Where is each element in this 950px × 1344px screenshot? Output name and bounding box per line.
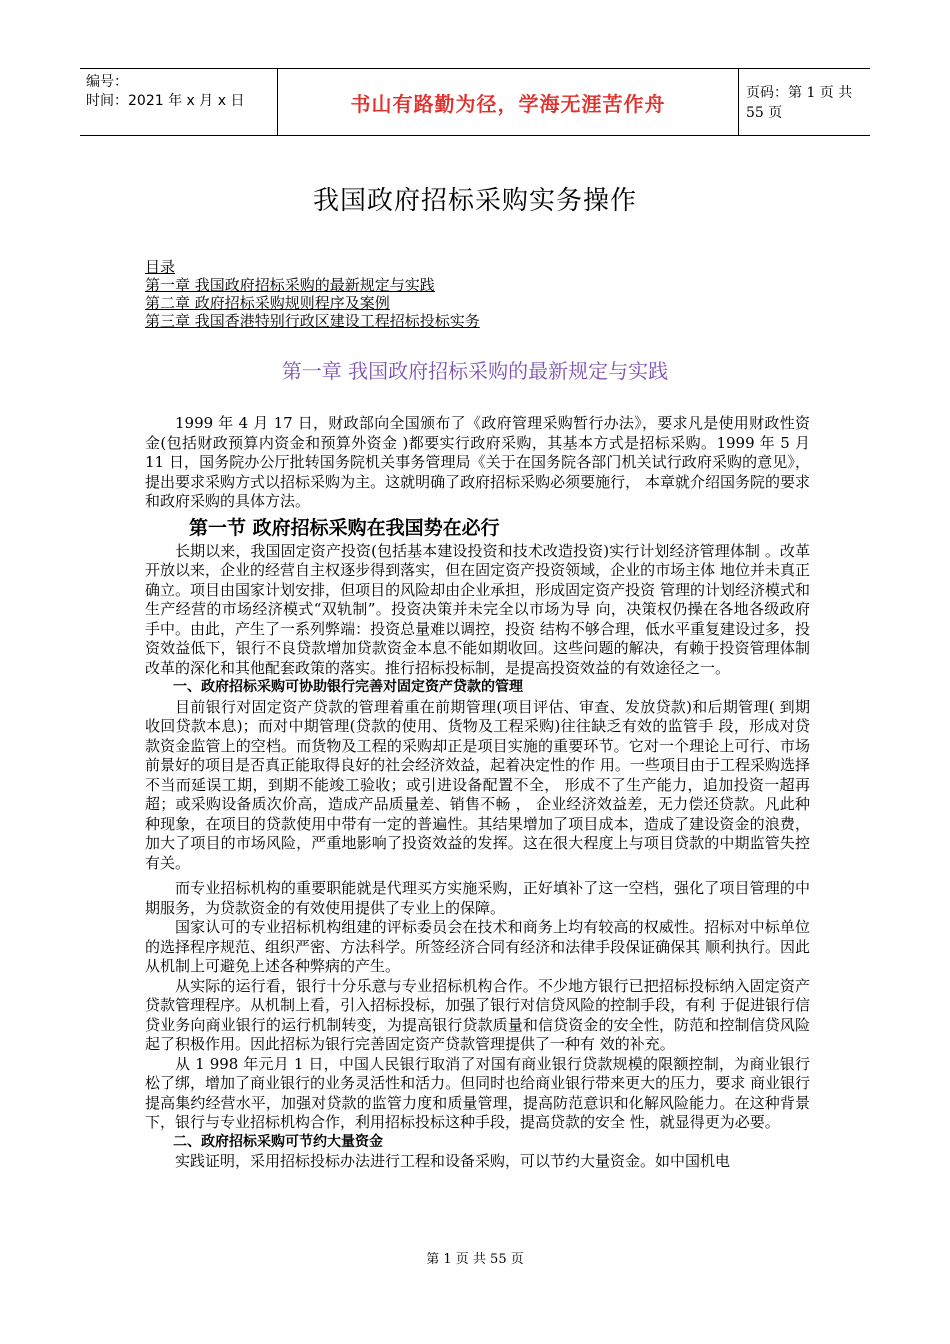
- body-paragraph: 实践证明，采用招标投标办法进行工程和设备采购，可以节约大量资金。如中国机电: [175, 1152, 731, 1170]
- header-page-info: 页码：第 1 页 共 55 页: [746, 85, 853, 121]
- toc-heading[interactable]: 目录: [145, 258, 176, 276]
- body-paragraph: 从 1 998 年元月 1 日，中国人民银行取消了对国有商业银行贷款规模的限额控制，为商业银行 松了绑，增加了商业银行的业务灵活性和活力。但同时也给商业银行带来更大的压力，要求 商业银行提高集约经营水平，加强对贷款的监管力度和质量管理，提高防范意识和化解风险能力。在这种背景下，银行与专业招标机构合作，利用招标投标这种手段，提高贷款的安全 性，就显得更为必要。: [145, 1054, 810, 1131]
- subsection-heading-1: 一、政府招标采购可协助银行完善对固定资产贷款的管理: [173, 679, 523, 695]
- toc-item-chapter-2[interactable]: 第二章 政府招标采购规则程序及案例: [145, 294, 390, 312]
- chapter-title: 第一章 我国政府招标采购的最新规定与实践: [281, 359, 669, 383]
- body-paragraph: 国家认可的专业招标机构组建的评标委员会在技术和商务上均有较高的权威性。招标对中标单位的选择程序规范、组织严密、方法科学。所签经济合同有经济和法律手段保证确保其 顺利执行。因此从机制上可避免上述各种弊病的产生。: [145, 918, 810, 975]
- page-header: [80, 68, 870, 136]
- section-paragraph: 长期以来，我国固定资产投资(包括基本建设投资和技术改造投资)实行计划经济管理体制 。改革开放以来，企业的经营自主权逐步得到落实，但在固定资产投资领域，企业的市场主体 地位并未真正确立。项目由国家计划安排，但项目的风险却由企业承担，形成固定资产投资 管理的计划经济模式和生产经营的市场经济模式“双轨制”。投资决策并未完全以市场为导 向，决策权仍操在各地各级政府手中。由此，产生了一系列弊端：投资总量难以调控，投资 结构不够合理，低水平重复建设过多，投资效益低下，银行不良贷款增加贷款资金本息不能如期收回。这些问题的解决，有赖于投资管理体制改革的深化和其他配套政策的落实。推行招标投标制，是提高投资效益的有效途径之一。: [145, 541, 810, 677]
- document-body: [145, 414, 810, 1172]
- body-paragraph: 从实际的运行看，银行十分乐意与专业招标机构合作。不少地方银行已把招标投标纳入固定资产贷款管理程序。从机制上看，引入招标投标，加强了银行对信贷风险的控制手段，有利 于促进银行信贷业务向商业银行的运行机制转变，为提高银行贷款质量和信贷资金的安全性，防范和控制信贷风险起了积极作用。因此招标为银行完善固定资产贷款管理提供了一种有 效的补充。: [145, 976, 810, 1053]
- time-label: 时间：2021 年 x 月 x 日: [86, 93, 245, 109]
- subsection-heading-2: 二、政府招标采购可节约大量资金: [173, 1133, 383, 1150]
- toc-item-chapter-3[interactable]: 第三章 我国香港特别行政区建设工程招标投标实务: [145, 312, 480, 330]
- intro-paragraph: 1999 年 4 月 17 日，财政部向全国颁布了《政府管理采购暂行办法》，要求凡是使用财政性资金(包括财政预算内资金和预算外资金 )都要实行政府采购，其基本方式是招标采购。1999 年 5 月 11 日，国务院办公厅批转国务院机关事务管理局《关于在国务院各部门机关试行政府采购的意见》，提出要求采购方式以招标采购为主。这就明确了政府招标采购必须要施行， 本章就介绍国务院的要求和政府采购的具体方法。: [145, 414, 810, 510]
- serial-label: 编号：: [86, 74, 128, 90]
- header-motto: 书山有路勤为径，学海无涯苦作舟: [278, 69, 739, 135]
- table-of-contents: [145, 258, 480, 330]
- header-meta: [80, 69, 278, 135]
- page-footer: 第 1 页 共 55 页: [426, 1252, 524, 1267]
- document-title: 我国政府招标采购实务操作: [312, 186, 637, 216]
- body-paragraph: 目前银行对固定资产贷款的管理着重在前期管理(项目评估、审查、发放贷款)和后期管理( 到期收回贷款本息)；而对中期管理(贷款的使用、货物及工程采购)往往缺乏有效的监管手 段，形成对贷款资金监管上的空档。而货物及工程的采购却正是项目实施的重要环节。它对一个理论上可行、市场前景好的项目是否真正能取得良好的社会经济效益，起着决定性的作 用。一些项目由于工程采购选择不当而延误工期，到期不能竣工验收；或引进设备配置不全， 形成不了生产能力，追加投资一超再超；或采购设备质次价高，造成产品质量差、销售不畅 ， 企业经济效益差，无力偿还贷款。凡此种种现象，在项目的贷款使用中带有一定的普遍性。其结果增加了项目成本，造成了建设资金的浪费，加大了项目的市场风险，严重地影响了投资效益的发挥。这在很大程度上与项目贷款的中期监管失控有关。: [145, 697, 810, 872]
- toc-item-chapter-1[interactable]: 第一章 我国政府招标采购的最新规定与实践: [145, 276, 435, 294]
- section-heading: 第一节 政府招标采购在我国势在必行: [189, 516, 500, 539]
- body-paragraph: 而专业招标机构的重要职能就是代理买方实施采购，正好填补了这一空档，强化了项目管理的中期服务，为贷款资金的有效使用提供了专业上的保障。: [145, 879, 810, 917]
